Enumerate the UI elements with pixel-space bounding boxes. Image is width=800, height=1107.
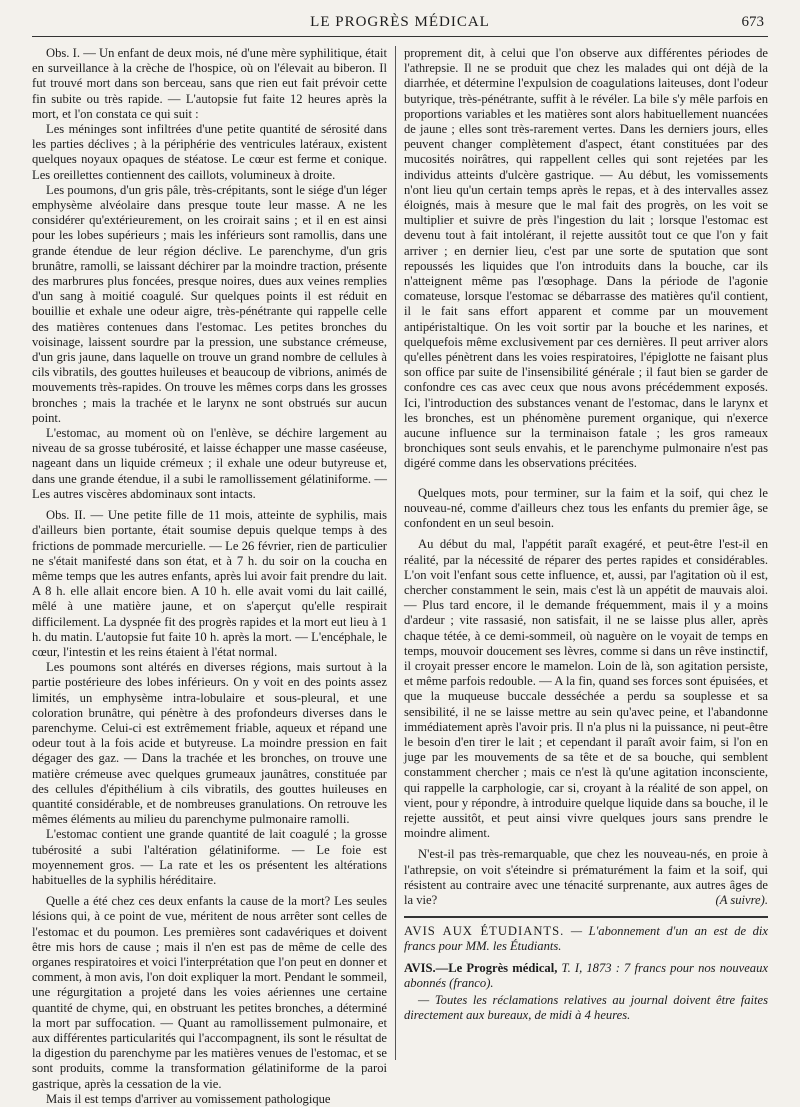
paragraph-cause-mort: Quelle a été chez ces deux enfants la cause de la mort? Les seules lésions qui, à ce point de vue, méritent de nous arrêter sont celles de l'estomac et du poumon. Les premières sont cadavériques et doivent être mis hors de cause ; mais il n'en est pas de même de celle des organes respiratoires et voici l'interprétation que l'on peut en donner et comment, à mon avis, l'on doit expliquer la mort. Pendant le sommeil, une régurgitation a projeté dans les voies aériennes une certaine quantité de chyme, qui, en obstruant les petites bronches, a déterminé la mort par suffocation. — Quant au ramollissement pulmonaire, et aux différentes particularités qui l'accompagnent, ils sont le résultat de la digestion du parenchyme par les matières venues de l'estomac, et se sont produits, comme la transformation gélatiniforme de la paroi gastrique, après la cessation de la vie. xyxy=(32,894,387,1091)
page-number: 673 xyxy=(741,14,764,30)
notice-reclamations xyxy=(404,993,768,1023)
observation-1: Obs. I. — Un enfant de deux mois, né d'une mère syphilitique, était en surveillance à la crèche de l'hospice, où on l'élevait au biberon. Il fut trouvé mort dans son berceau, sans que rien eut fait prévoir cette fin subite ou très rapide. — L'autopsie fut faite 12 heures après la mort, et l'on constata ce qui suit : xyxy=(32,46,387,121)
paragraph-transition: Mais il est temps d'arriver au vomissement pathologique xyxy=(46,1091,331,1106)
paragraph-estomac: L'estomac, au moment où on l'enlève, se déchire largement au niveau de sa grosse tubérosité, et laisse échapper une masse caséeuse, nageant dans un liquide crémeux ; il exhale une odeur butyreuse et, dans une grande étendue, il a subi le ramollissement gélatiniforme. — Les autres viscères abdominaux sont intacts. xyxy=(32,426,387,501)
left-column xyxy=(32,46,387,1107)
journal-title: LE PROGRÈS MÉDICAL xyxy=(310,14,490,30)
notice-avis-body: T. I, 1873 : 7 francs pour nos nouveaux abonnés (franco). xyxy=(404,960,768,990)
paragraph-meninges: Les méninges sont infiltrées d'une petite quantité de sérosité dans les parties déclives ; à la périphérie des ventricules latéraux, existent quelques noyaux opaques de stéatose. Le cœur est ferme et conique. Les oreillettes contiennent des caillots, volumineux à droite. xyxy=(32,122,387,182)
column-divider xyxy=(395,46,396,1060)
paragraph-vomissement: proprement dit, à celui que l'on observe aux différentes périodes de l'athrepsie. Il ne se produit que chez les malades qui ont déjà de la diarrhée, et détermine l'expulsion de coagulations laiteuses, dont l'odeur butyrique, très-pénétrante, suffit à le révéler. La bile s'y mêle parfois en proportions variables et les matières sont alors habituellement nuancées de jaune ; elles sont très-rarement vertes. Dans les derniers jours, elles peuvent changer complètement d'aspect, étant constituées par des mucosités noirâtres, qui rappellent celles qui sont rejetées par les individus atteints d'ulcère gastrique. — Au début, les vomissements n'ont lieu qu'un certain temps après le repas, et à des intervalles assez éloignés, mais à mesure que le mal fait des progrès, on les voit se multiplier et suivre de près l'ingestion du lait ; lorsque l'estomac est devenu tout à fait intolérant, il rejette aussitôt tout ce que l'on y fait arriver ; en dernier lieu, c'est par une sorte de sputation que sont repoussés les liquides que l'on introduits dans la bouche, car ils n'atteignent même pas l'œsophage. Dans la période de l'agonie comateuse, lorsque l'estomac se débarrasse des matières qu'il contient, il le fait sans effort apparent et comme par un mouvement antipéristaltique. On les voit sortir par la bouche et les narines, et quelquefois même exclusivement par ces dernières. Il peut arriver alors qu'elles pénètrent dans les voies respiratoires, l'épiglotte ne faisant plus son office par suite de l'insensibilité générale ; il faut bien se garder de confondre ces cas avec ceux que nous avons précédemment exposés. Ici, l'introduction des substances venant de l'estomac, dans le larynx et les bronches, est un phénomène purement organique, qui n'exerce aucune influence sur la terminaison fatale ; les gros rameaux bronchiques sont seuls envahis, et le parenchyme pulmonaire n'est pas digéré comme dans les observations précitées. xyxy=(404,46,768,471)
right-column xyxy=(404,46,768,1023)
a-suivre-tag: (A suivre). xyxy=(715,892,768,907)
paragraph-conclusion xyxy=(404,847,768,908)
notice-etudiants-head: AVIS AUX ÉTUDIANTS. xyxy=(404,924,565,939)
paragraph-appetit: Au début du mal, l'appétit paraît exagéré, et peut-être l'est-il en réalité, par la nécessité de réparer des pertes rapides et considérables. L'on voit l'enfant sous cette influence, et, aussi, par l'agitation où il est, chercher constamment le sein, mais c'est là un appétit de mauvais aloi. — Plus tard encore, il le demande fréquemment, mais il y a moins d'ardeur ; vite rassasié, non satisfait, il ne se laisse plus aller, après chaque tétée, à ce demi-sommeil, où naguère on le voyait de temps en temps, mouvoir doucement ses lèvres, comme si dans un rêve instinctif, il croyait presser encore le mamelon. Loin de là, son agitation persiste, et même parfois redouble. — A la fin, quand ses forces sont épuisées, et que la muqueuse buccale desséchée a perdu sa souplesse et sa sensibilité, il ne se laisse mettre au sein qu'avec peine, et l'abandonne immédiatement après l'avoir pris. Il n'a plus ni la puissance, ni peut-être le besoin d'en tirer le lait ; et cependant il paraît avoir faim, si l'on en juge par les mouvements de sa tête et de sa bouche, qui semblent constamment chercher ; mais ce n'est là qu'une agitation inconsciente, qui rappelle la carphologie, car si, croyant à la réalité de son appel, on vient, pour y répondre, à introduire quelque liquide dans sa bouche, il le rejette aussitôt, et peut ainsi vivre quelques jours sans prendre le moindre aliment. xyxy=(404,537,768,841)
paragraph-poumons: Les poumons, d'un gris pâle, très-crépitants, sont le siége d'un léger emphysème alvéolaire dans presque toute leur masse. A ne les considérer qu'extérieurement, on les croirait sains ; et il en est ainsi pour les lobes supérieurs ; mais les inférieurs sont ramollis, dans une grande étendue de leur région déclive. Le parenchyme, d'un gris brunâtre, ramolli, se laissant déchirer par la moindre traction, présente des marbrures plus foncées, presque noires, dues aux veines remplies d'un sang à moitié coagulé. Sur quelques points il est réduit en bouillie et exhale une odeur aigre, très-pénétrante qui rappelle celle des matières contenues dans l'estomac. Les petites bronches du voisinage, laissent sourdre par la pression, une substance crémeuse, d'un gris jaune, dans laquelle on trouve un grand nombre de cellules à cils vibratils, des gouttes huileuses et beaucoup de vibrions, animés de mouvements très-rapides. On trouve les mêmes corps dans les grosses bronches ; mais la trachée et le larynx ne sont obstrués sur aucun point. xyxy=(32,182,387,425)
observation-2: Obs. II. — Une petite fille de 11 mois, atteinte de syphilis, mais d'ailleurs bien portante, était soumise depuis quelque temps à des frictions de pommade mercurielle. — Le 26 février, rien de particulier ne s'était manifesté dans son état, et à 7 h. du soir on la coucha en même temps que les autres enfants, après lui avoir fait prendre du lait. A 8 h. elle allait encore bien. A 10 h. elle avait vomi du lait caillé, mêlé à une matière jaune, et on s'aperçut qu'elle respirait difficilement. La dyspnée fit des progrès rapides et la mort eut lieu à 1 h. du matin. L'autopsie fut faite 10 h. après la mort. — L'encéphale, le cœur, l'intestin et les reins étaient à l'état normal. xyxy=(32,508,387,659)
conclusion-text: N'est-il pas très-remarquable, que chez les nouveau-nés, en proie à l'athrepsie, on voit s'éteindre si prématurément la faim et la soif, qui résistent au contraire avec une ténacité surprenante, aux autres âges de la vie? xyxy=(404,847,768,907)
notice-rule xyxy=(404,916,768,918)
paragraph-faim-soif: Quelques mots, pour terminer, sur la faim et la soif, qui chez le nouveau-né, comme d'ailleurs chez tous les enfants du premier âge, se confondent en un seul besoin. xyxy=(404,485,768,531)
notice-etudiants-body: — L'abonnement d'un an est de dix francs pour MM. les Étudiants. xyxy=(404,924,769,954)
running-header xyxy=(32,10,768,37)
notice-etudiants xyxy=(404,924,768,954)
paragraph-poumons-2: Les poumons sont altérés en diverses régions, mais surtout à la partie postérieure des lobes inférieurs. On y voit en des points assez limités, un emphysème intra-lobulaire et sous-pleural, et une coloration brunâtre, qui pénètre à des profondeurs diverses dans le parenchyme. Celui-ci est extrêmement friable, aqueux et répand une odeur tout à la fois acide et butyreuse. La moindre pression en fait dégager des gaz. — Dans la trachée et les bronches, on trouve une matière crémeuse avec quelques grumeaux jaunâtres, constituée par des cellules d'épithélium à cils vibratils, des gouttes huileuses en quantité considérable, et de nombreuses granulations. On retrouve les mêmes éléments au milieu du parenchyme pulmonaire ramolli. xyxy=(32,660,387,827)
notice-avis xyxy=(404,961,768,991)
notice-avis-head: AVIS.—Le Progrès médical, xyxy=(404,960,558,975)
paragraph-estomac-2: L'estomac contient une grande quantité de lait coagulé ; la grosse tubérosité a subi l'altération gélatiniforme. — Le foie est moyennement gros. — La rate et les os présentent les altérations habituelles de la syphilis héréditaire. xyxy=(32,827,387,887)
notice-reclamations-text: — Toutes les réclamations relatives au journal doivent être faites directement aux bureaux, de midi à 4 heures. xyxy=(404,992,768,1023)
